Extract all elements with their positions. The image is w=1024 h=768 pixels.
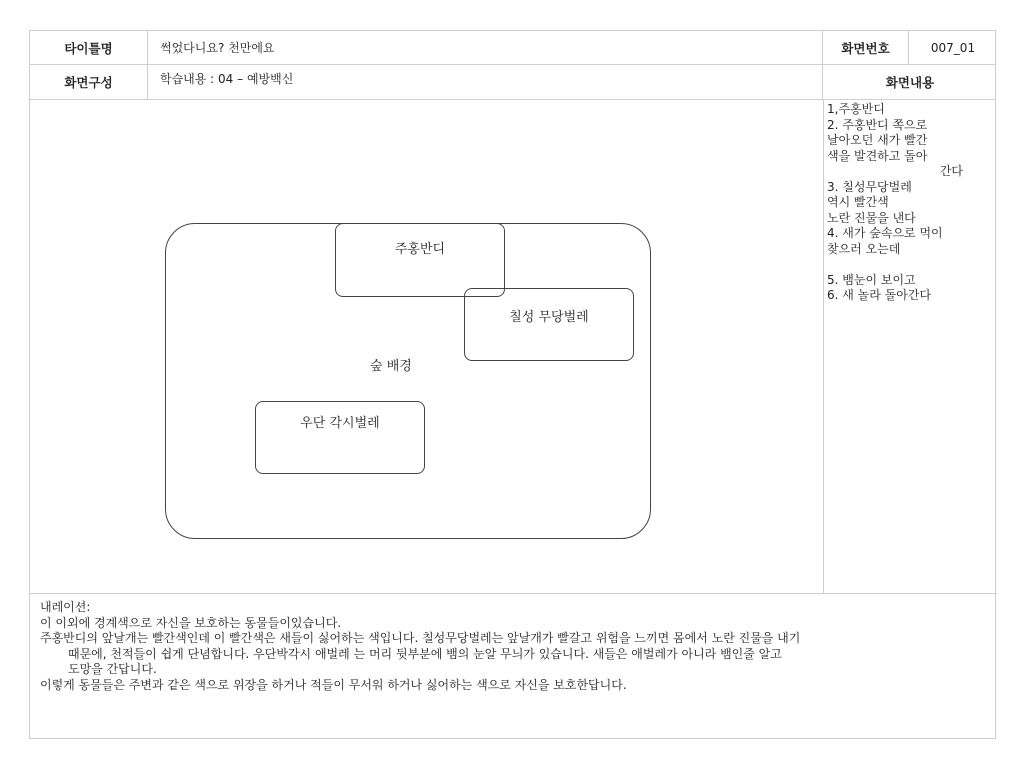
narration-section — [30, 593, 997, 739]
description-line: 찾으러 오는데 — [827, 241, 901, 256]
composition-value: 학습내용 : 04 – 예방백신 — [148, 64, 823, 99]
hawkmoth-larva-label: 우단 각시벌레 — [300, 416, 380, 431]
description-list — [824, 102, 997, 304]
narration-line: 때문에, 천적들이 쉽게 단념합니다. 우단박각시 애벌레 는 머리 뒷부분에 뱀의 눈알 무늬가 있습니다. 새들은 애벌레가 아니라 뱀인줄 알고 — [68, 646, 782, 661]
screen-number-value: 007_01 — [930, 40, 976, 55]
description-line: 1,주홍반디 — [827, 102, 885, 116]
description-line: 5. 뱀눈이 보이고 — [827, 272, 916, 287]
narration-line: 주홍반디의 앞날개는 빨간색인데 이 빨간색은 새들이 싫어하는 색입니다. 칠성무당벌레는 앞날개가 빨갈고 위험을 느끼면 몸에서 노란 진물을 내기 — [40, 631, 801, 645]
narration-line: 이렇게 동물들은 주변과 같은 색으로 위장을 하거나 적들이 무서워 하거나 싫어하는 색으로 자신을 보호한답니다. — [40, 677, 627, 692]
narration-line: 도망을 간답니다. — [68, 662, 157, 676]
narration-heading: 내레이션: — [40, 600, 91, 614]
description-line: 노란 진물을 낸다 — [827, 210, 916, 225]
description-line: 역시 빨간색 — [827, 195, 889, 209]
description-line: 3. 칠성무당벌레 — [827, 179, 912, 194]
screen-canvas — [30, 99, 823, 593]
screen-number-label: 화면번호 — [823, 31, 909, 64]
screen-description-panel — [823, 99, 997, 593]
ladybug-label: 칠성 무당벌레 — [509, 310, 589, 325]
description-line: 4. 새가 숲속으로 먹이 — [827, 226, 943, 240]
title-label: 타이틀명 — [30, 31, 148, 64]
description-line: 간다 — [939, 164, 963, 178]
description-line: 2. 주홍반디 쪽으로 — [827, 117, 928, 132]
content-label: 화면내용 — [885, 74, 935, 90]
composition-label: 화면구성 — [30, 64, 148, 99]
red-firefly-label: 주홍반디 — [394, 242, 446, 257]
header-row-composition — [30, 64, 995, 100]
description-line — [827, 257, 993, 273]
storyboard-sheet — [29, 30, 996, 739]
header-row-title — [30, 31, 995, 65]
description-line: 6. 새 놀라 돌아간다 — [827, 288, 932, 302]
hawkmoth-larva-box — [255, 401, 425, 474]
description-line: 색을 발견하고 돌아 — [827, 148, 928, 163]
description-line: 날아오던 새가 빨간 — [827, 133, 928, 147]
ladybug-box — [464, 288, 634, 361]
forest-background-label: 숲 배경 — [370, 359, 412, 374]
narration-line: 이 이외에 경계색으로 자신을 보호하는 동물들이있습니다. — [40, 615, 342, 630]
red-firefly-box — [335, 223, 505, 297]
title-value: 썩었다니요? 천만에요 — [148, 31, 823, 64]
